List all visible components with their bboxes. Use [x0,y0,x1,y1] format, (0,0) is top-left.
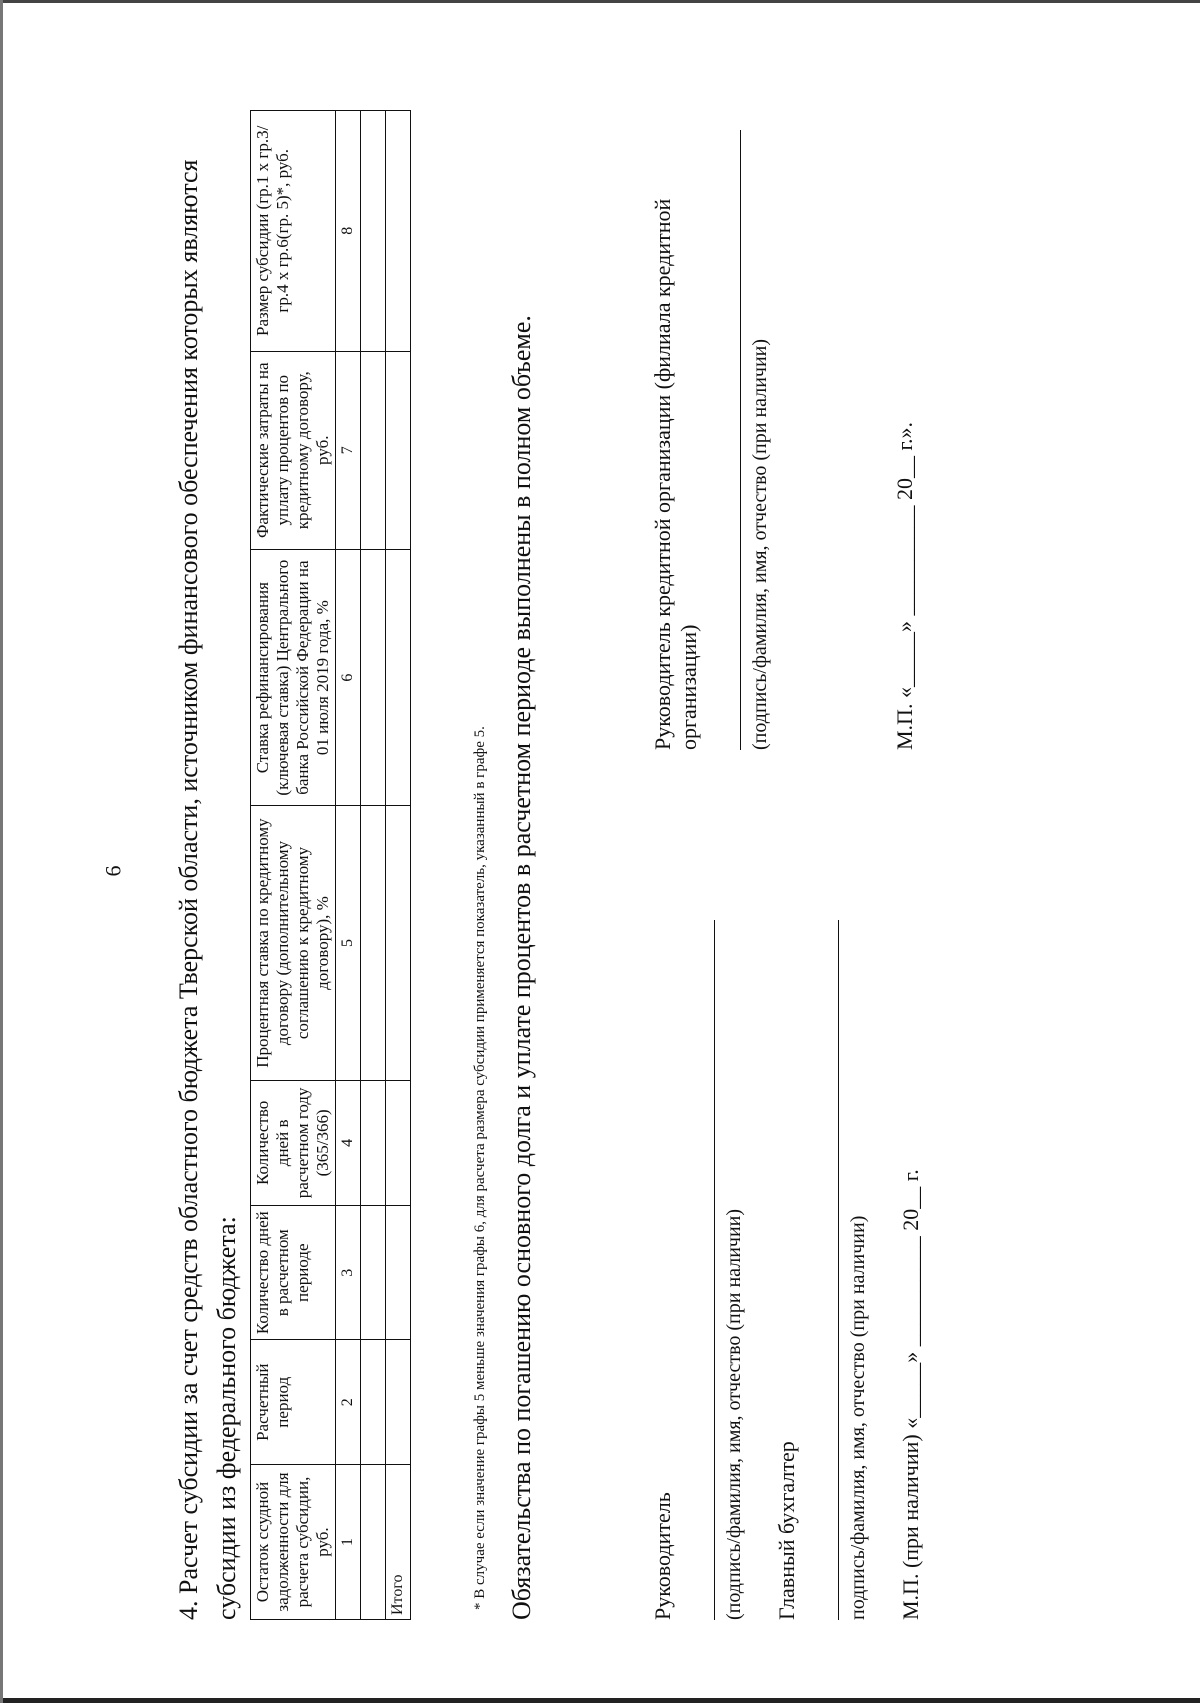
column-number-row [336,111,361,1620]
accountant-label: Главный бухгалтер [774,1441,799,1620]
column-number: 4 [336,1080,361,1205]
obligations-statement: Обязательства по погашению основного долга и уплате процентов в расчетном периоде выполнены в полном объеме. [507,315,536,1620]
column-number: 1 [336,1465,361,1620]
table-cell [361,351,386,549]
total-row [386,111,411,1620]
table-cell [386,111,411,352]
table-cell [361,549,386,806]
table-cell [386,806,411,1080]
page-number: 6 [100,865,126,877]
header-cell: Размер субсидии (гр.1 х гр.3/ гр.4 х гр.6(гр. 5)*, руб. [251,111,336,352]
signature-line [702,130,741,750]
table-cell [361,111,386,352]
scan-left-edge [0,0,3,1703]
table-row [361,111,386,1620]
scan-bottom-edge [0,1698,1200,1703]
signature-line [676,920,715,1620]
column-number: 5 [336,806,361,1080]
header-cell: Количество дней в расчетном периоде [251,1206,336,1340]
column-number: 6 [336,549,361,806]
table-cell [361,806,386,1080]
table-cell [386,1080,411,1205]
header-cell: Остаток ссудной задолженности для расчета субсидии, руб. [251,1465,336,1620]
scan-top-edge [0,0,1200,3]
table-cell [386,1340,411,1465]
signature-caption: (подпись/фамилия, имя, отчество (при наличии) [723,1208,745,1620]
table-cell [386,1206,411,1340]
column-number: 3 [336,1206,361,1340]
header-cell: Количество дней в расчетном году (365/366) [251,1080,336,1205]
column-number: 7 [336,351,361,549]
table-cell [386,351,411,549]
column-number: 2 [336,1340,361,1465]
header-cell: Фактические затраты на уплату процентов по кредитному договору, руб. [251,351,336,549]
table-cell [386,549,411,806]
header-cell: Расчетный период [251,1340,336,1465]
header-cell: Ставка рефинансирования (ключевая ставка) Центрального банка Российской Федерации на 01 июля 2019 года, % [251,549,336,806]
rotated-page-content [170,90,1170,1650]
column-number: 8 [336,111,361,352]
right-signature-block [650,130,918,750]
total-label: Итого [386,1465,411,1620]
table-header-row [251,111,336,1620]
signature-caption: подпись/фамилия, имя, отчество (при наличии) [847,1215,869,1620]
subsidy-calculation-table [250,110,411,1620]
table-cell [361,1206,386,1340]
signature-line [800,920,839,1620]
table-cell [361,1080,386,1205]
head-label: Руководитель кредитной организации (филиала кредитной организации) [650,198,701,750]
section-title: 4. Расчет субсидии за счет средств областного бюджета Тверской области, источником финансового обеспечения которых являются субсидии из федерального бюджета: [174,159,241,1620]
footnote: * В случае если значение графы 5 меньше значения графы 6, для расчета размера субсидии применяется показатель, указанный в графе 5. [472,726,488,1610]
head-label: Руководитель [650,1492,675,1620]
table-cell [361,1465,386,1620]
header-cell: Процентная ставка по кредитному договору (дополнительному соглашению к кредитному договору), % [251,806,336,1080]
stamp-date: М.П. (при наличии) «_____» __________ 20__ г. [898,1169,923,1620]
signature-caption: (подпись/фамилия, имя, отчество (при наличии) [749,338,771,750]
table-cell [361,1340,386,1465]
left-signature-block [650,920,924,1620]
stamp-date: М.П. «_____» __________ 20__ г.». [892,422,917,750]
